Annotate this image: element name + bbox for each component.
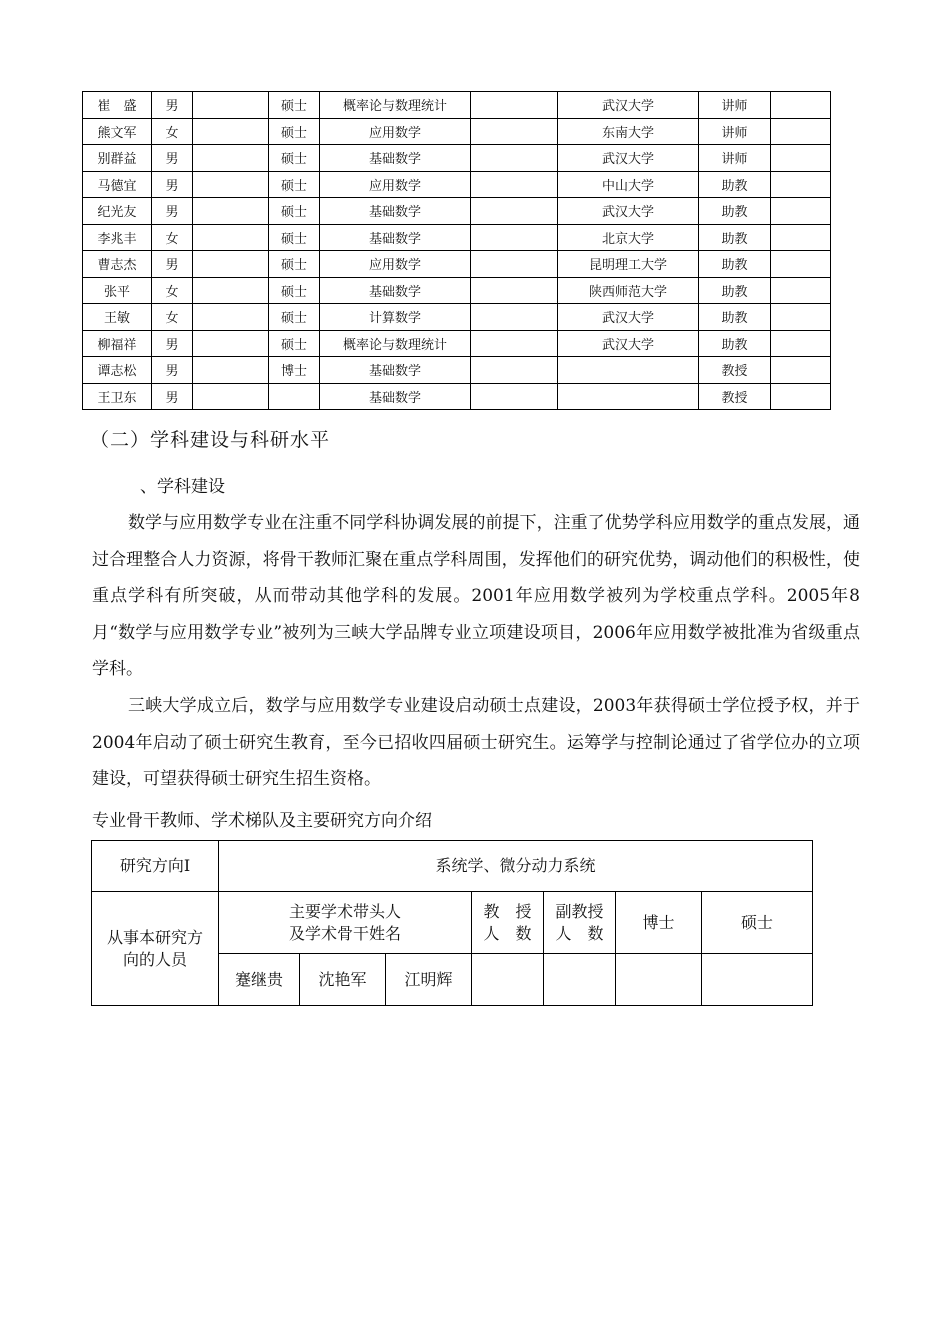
master-cell	[702, 954, 813, 1006]
paragraph-master-program: 三峡大学成立后，数学与应用数学专业建设启动硕士点建设，2003年获得硕士学位授予权，并于2004年启动了硕士研究生教育，至今已招收四届硕士研究生。运筹学与控制论通过了省学位办的立项建设，可望获得硕士研究生招生资格。	[92, 696, 860, 789]
staff-school: 中山大学	[558, 171, 699, 198]
staff-blank	[193, 118, 269, 145]
staff-degree: 硕士	[269, 145, 320, 172]
staff-degree: 硕士	[269, 277, 320, 304]
staff-blank	[771, 92, 831, 119]
staff-blank	[771, 251, 831, 278]
staff-title: 讲师	[699, 145, 771, 172]
professor-count-cell	[472, 954, 544, 1006]
staff-gender: 女	[152, 277, 193, 304]
staff-title: 教授	[699, 383, 771, 410]
staff-gender: 男	[152, 330, 193, 357]
staff-title: 助教	[699, 277, 771, 304]
table-row	[83, 277, 831, 304]
staff-blank	[471, 357, 558, 384]
staff-major: 应用数学	[320, 171, 471, 198]
staff-gender: 男	[152, 251, 193, 278]
staff-major: 概率论与数理统计	[320, 330, 471, 357]
table-row	[83, 251, 831, 278]
staff-blank	[771, 224, 831, 251]
staff-title: 助教	[699, 224, 771, 251]
staff-gender: 女	[152, 304, 193, 331]
staff-name: 李兆丰	[83, 224, 152, 251]
staff-blank	[471, 277, 558, 304]
table-row	[83, 383, 831, 410]
staff-blank	[193, 251, 269, 278]
staff-table	[82, 91, 831, 410]
staff-gender: 男	[152, 198, 193, 225]
direction-value: 系统学、微分动力系统	[219, 841, 813, 892]
staff-blank	[193, 304, 269, 331]
table-row	[83, 92, 831, 119]
staff-school: 武汉大学	[558, 92, 699, 119]
staff-degree: 硕士	[269, 330, 320, 357]
staff-major: 基础数学	[320, 145, 471, 172]
staff-blank	[771, 383, 831, 410]
staff-title: 助教	[699, 304, 771, 331]
staff-blank	[471, 304, 558, 331]
leader-name: 蹇继贵	[219, 954, 300, 1006]
staff-blank	[771, 330, 831, 357]
staff-blank	[193, 357, 269, 384]
staff-blank	[771, 277, 831, 304]
staff-major: 基础数学	[320, 224, 471, 251]
table-row	[83, 330, 831, 357]
staff-blank	[771, 145, 831, 172]
table-row	[83, 118, 831, 145]
table-caption: 专业骨干教师、学术梯队及主要研究方向介绍	[92, 811, 432, 831]
staff-major: 基础数学	[320, 357, 471, 384]
staff-school	[558, 357, 699, 384]
staff-name: 王敏	[83, 304, 152, 331]
staff-major: 应用数学	[320, 118, 471, 145]
staff-major: 基础数学	[320, 198, 471, 225]
professor-count-line1: 教 授	[483, 901, 532, 921]
staff-name: 崔 盛	[83, 92, 152, 119]
staff-gender: 男	[152, 357, 193, 384]
staff-degree: 硕士	[269, 171, 320, 198]
staff-blank	[193, 330, 269, 357]
staff-degree: 硕士	[269, 118, 320, 145]
staff-school: 陕西师范大学	[558, 277, 699, 304]
staff-name: 熊文军	[83, 118, 152, 145]
table-row	[83, 145, 831, 172]
staff-name: 柳福祥	[83, 330, 152, 357]
staff-degree: 博士	[269, 357, 320, 384]
leaders-header-line1: 主要学术带头人	[288, 901, 401, 921]
staff-title: 助教	[699, 251, 771, 278]
staff-major: 计算数学	[320, 304, 471, 331]
leaders-header	[219, 892, 472, 954]
staff-blank	[471, 145, 558, 172]
staff-degree: 硕士	[269, 92, 320, 119]
staff-blank	[771, 118, 831, 145]
staff-gender: 男	[152, 92, 193, 119]
staff-blank	[193, 383, 269, 410]
staff-blank	[193, 277, 269, 304]
leader-name: 沈艳军	[300, 954, 386, 1006]
staff-title: 讲师	[699, 118, 771, 145]
table-row	[83, 357, 831, 384]
staff-school: 武汉大学	[558, 330, 699, 357]
staff-blank	[471, 92, 558, 119]
staff-school: 昆明理工大学	[558, 251, 699, 278]
assoc-professor-count-header	[544, 892, 616, 954]
staff-school: 武汉大学	[558, 145, 699, 172]
staff-blank	[471, 251, 558, 278]
staff-gender: 男	[152, 145, 193, 172]
staff-school	[558, 383, 699, 410]
staff-major: 应用数学	[320, 251, 471, 278]
assoc-count-line2: 人 数	[555, 923, 604, 943]
staff-blank	[471, 198, 558, 225]
staff-degree: 硕士	[269, 251, 320, 278]
phd-header: 博士	[616, 892, 702, 954]
professor-count-header	[472, 892, 544, 954]
staff-name: 谭志松	[83, 357, 152, 384]
leader-name: 江明辉	[386, 954, 472, 1006]
staff-name: 王卫东	[83, 383, 152, 410]
staff-blank	[471, 224, 558, 251]
staff-blank	[471, 383, 558, 410]
staff-gender: 女	[152, 118, 193, 145]
staff-name: 纪光友	[83, 198, 152, 225]
staff-name: 张平	[83, 277, 152, 304]
staff-name: 曹志杰	[83, 251, 152, 278]
phd-cell	[616, 954, 702, 1006]
staff-name: 马德宜	[83, 171, 152, 198]
staff-blank	[771, 304, 831, 331]
staff-degree: 硕士	[269, 224, 320, 251]
assoc-count-line1: 副教授	[555, 901, 604, 921]
table-row	[83, 171, 831, 198]
staff-blank	[193, 92, 269, 119]
table-row	[83, 304, 831, 331]
staff-school: 武汉大学	[558, 198, 699, 225]
staff-title: 助教	[699, 330, 771, 357]
staff-blank	[771, 198, 831, 225]
staff-gender: 女	[152, 224, 193, 251]
table-row	[83, 198, 831, 225]
staff-degree	[269, 383, 320, 410]
assoc-count-cell	[544, 954, 616, 1006]
staff-major: 基础数学	[320, 277, 471, 304]
research-direction-table	[91, 840, 813, 1006]
staff-blank	[471, 118, 558, 145]
staff-blank	[471, 330, 558, 357]
direction-label: 研究方向Ⅰ	[92, 841, 219, 892]
personnel-label-text: 从事本研究方向的人员	[106, 927, 203, 969]
staff-blank	[193, 145, 269, 172]
paragraph-discipline-development: 数学与应用数学专业在注重不同学科协调发展的前提下，注重了优势学科应用数学的重点发展，通过合理整合人力资源，将骨干教师汇聚在重点学科周围，发挥他们的研究优势，调动他们的积极性，使重点学科有所突破，从而带动其他学科的发展。2001年应用数学被列为学校重点学科。2005年8月“数学与应用数学专业”被列为三峡大学品牌专业立项建设项目，2006年应用数学被批准为省级重点学科。	[92, 513, 860, 679]
staff-blank	[193, 171, 269, 198]
master-header: 硕士	[702, 892, 813, 954]
staff-gender: 男	[152, 383, 193, 410]
leaders-header-line2: 及学术骨干姓名	[288, 923, 401, 943]
staff-major: 基础数学	[320, 383, 471, 410]
staff-title: 教授	[699, 357, 771, 384]
staff-blank	[193, 198, 269, 225]
staff-title: 助教	[699, 171, 771, 198]
staff-name: 别群益	[83, 145, 152, 172]
staff-school: 武汉大学	[558, 304, 699, 331]
staff-degree: 硕士	[269, 304, 320, 331]
staff-school: 东南大学	[558, 118, 699, 145]
section-title: （二）学科建设与科研水平	[90, 429, 331, 451]
staff-blank	[193, 224, 269, 251]
staff-school: 北京大学	[558, 224, 699, 251]
personnel-label	[92, 892, 219, 1006]
staff-title: 助教	[699, 198, 771, 225]
staff-degree: 硕士	[269, 198, 320, 225]
staff-gender: 男	[152, 171, 193, 198]
table-row	[83, 224, 831, 251]
subsection-title: 、学科建设	[140, 477, 225, 497]
staff-major: 概率论与数理统计	[320, 92, 471, 119]
staff-blank	[771, 171, 831, 198]
staff-title: 讲师	[699, 92, 771, 119]
professor-count-line2: 人 数	[483, 923, 532, 943]
staff-blank	[771, 357, 831, 384]
staff-blank	[471, 171, 558, 198]
